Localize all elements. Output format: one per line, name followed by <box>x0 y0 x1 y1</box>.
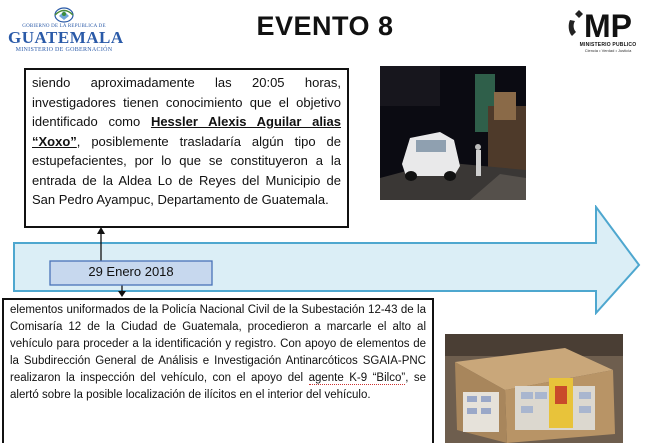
logo-ministry: MINISTERIO DE GOBERNACIÓN <box>15 47 113 53</box>
event-top-text-1: siendo aproximadamente las 20:05 horas, investigadores tienen conocimiento que el objetivo identificado como <box>32 75 341 129</box>
event-description-top <box>24 68 349 228</box>
night-scene-image <box>380 66 526 200</box>
logo-motto: Ciencia • Verdad • Justicia <box>584 48 632 53</box>
mp-logo-letters: MP <box>584 8 632 42</box>
event-bottom-text-1: elementos uniformados de la Policía Nacional Civil de la Subestación 12-43 de la Comisaría 12 de la Ciudad de Guatemala, procedieron a marcarle el alto al vehículo para proceder a la identificación y registro. Con apoyo de elementos de la Subdirección General de Análisis e Investigación Antinarcóticos SGAIA-PNC realizaron la inspección del vehículo, con el apoyo del <box>10 304 426 384</box>
connector-top-arrowhead <box>97 227 105 234</box>
ministerio-publico-logo <box>560 4 644 54</box>
event-top-text-2: , posiblemente trasladaría algún tipo de estupefacientes, por lo que se constituyeron a la entrada de la Aldea Lo de Reyes del Municipio de San Pedro Ayampuc, Departamento de Guatemala. <box>32 133 341 207</box>
k9-agent-name: agente K-9 “Bilco” <box>308 372 406 384</box>
event-bottom-text-2: , se alertó sobre la posible localización de ilícitos en el interior del vehículo. <box>10 372 426 401</box>
timeline-date: 29 Enero 2018 <box>88 264 174 279</box>
coat-of-arms-icon <box>49 4 79 24</box>
event-description-bottom <box>2 298 434 443</box>
logo-country-name: GUATEMALA <box>8 28 124 47</box>
night-scene-photo <box>380 66 526 200</box>
logo-caption: MINISTERIO PUBLICO <box>579 42 637 48</box>
evidence-image <box>445 334 623 443</box>
suspect-name: Hessler Alexis Aguilar alias “Xoxo” <box>32 114 342 149</box>
guatemala-government-logo <box>8 4 124 54</box>
logo-top-line: GOBIERNO DE LA REPUBLICA DE <box>22 24 106 29</box>
connector-bottom-arrowhead <box>118 291 126 297</box>
mp-logo-icon <box>566 6 640 42</box>
page-title: EVENTO 8 <box>256 11 394 41</box>
evidence-photo <box>445 334 623 443</box>
